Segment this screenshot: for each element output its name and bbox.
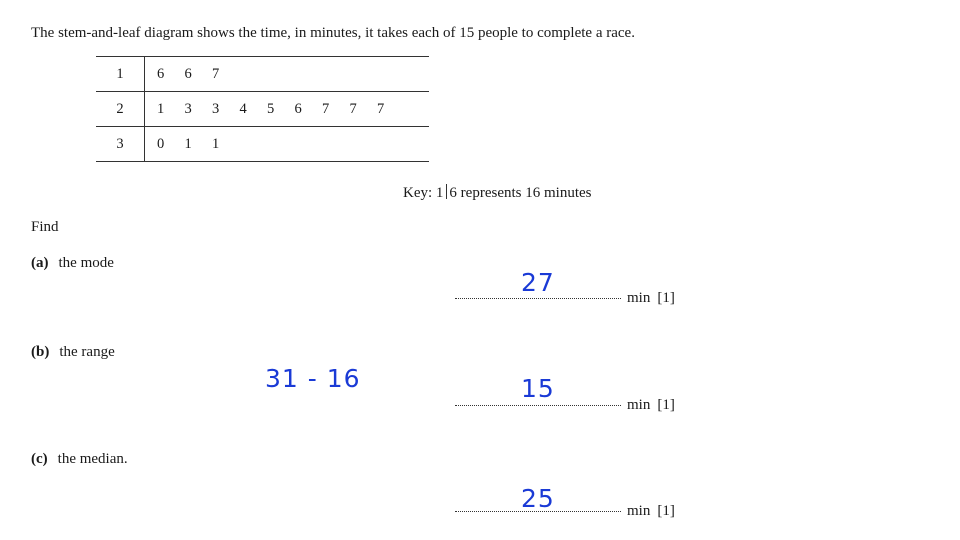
part-b-handwritten-working: 31 - 16 <box>265 364 361 393</box>
question-intro: The stem-and-leaf diagram shows the time, in minutes, it takes each of 15 people to complete a race. <box>31 25 635 41</box>
leaf-value: 1 <box>212 135 220 152</box>
leaves-cell <box>145 127 430 162</box>
leaves-cell <box>145 92 430 127</box>
stem-row <box>96 92 429 127</box>
leaves-cell <box>145 57 430 92</box>
part-b-unit: min <box>627 397 651 413</box>
answer-dotted-line[interactable] <box>455 510 621 512</box>
part-c-answer-line[interactable] <box>455 503 675 520</box>
part-c-handwritten-answer: 25 <box>521 484 555 513</box>
part-c-letter: (c) <box>31 451 48 467</box>
stem-row <box>96 127 429 162</box>
part-b-handwritten-answer: 15 <box>521 374 555 403</box>
part-c-marks: [1] <box>657 503 675 519</box>
part-b-answer-line[interactable] <box>455 397 675 414</box>
leaf-value: 3 <box>184 100 192 117</box>
part-b-marks: [1] <box>657 397 675 413</box>
leaf-value: 3 <box>212 100 220 117</box>
part-a-prompt <box>31 255 114 272</box>
part-a-unit: min <box>627 290 651 306</box>
part-a-letter: (a) <box>31 255 49 271</box>
leaf-value: 6 <box>184 65 192 82</box>
part-b-letter: (b) <box>31 344 50 360</box>
part-c-text: the median. <box>57 451 128 467</box>
part-b-text: the range <box>59 344 115 360</box>
part-a-marks: [1] <box>657 290 675 306</box>
part-a-handwritten-answer: 27 <box>521 268 555 297</box>
key-suffix: 6 represents 16 minutes <box>449 185 592 201</box>
stem-and-leaf-diagram <box>96 56 429 162</box>
stem-value: 2 <box>96 92 145 127</box>
leaf-value: 1 <box>157 100 165 117</box>
key-prefix: Key: 1 <box>403 185 444 201</box>
leaf-value: 7 <box>349 100 357 117</box>
part-c-prompt <box>31 451 128 468</box>
diagram-key <box>403 184 591 202</box>
leaf-value: 6 <box>157 65 165 82</box>
part-a-answer-line[interactable] <box>455 290 675 307</box>
answer-dotted-line[interactable] <box>455 297 621 299</box>
answer-dotted-line[interactable] <box>455 404 621 406</box>
leaf-value: 7 <box>212 65 220 82</box>
part-a-text: the mode <box>58 255 114 271</box>
find-label: Find <box>31 219 59 235</box>
stem-row <box>96 57 429 92</box>
stem-value: 1 <box>96 57 145 92</box>
leaf-value: 1 <box>184 135 192 152</box>
leaf-value: 4 <box>239 100 247 117</box>
leaf-value: 0 <box>157 135 165 152</box>
leaf-value: 5 <box>267 100 275 117</box>
leaf-value: 7 <box>322 100 330 117</box>
leaf-value: 6 <box>294 100 302 117</box>
part-b-prompt <box>31 344 115 361</box>
leaf-value: 7 <box>377 100 385 117</box>
part-c-unit: min <box>627 503 651 519</box>
stem-value: 3 <box>96 127 145 162</box>
key-divider <box>446 184 447 199</box>
